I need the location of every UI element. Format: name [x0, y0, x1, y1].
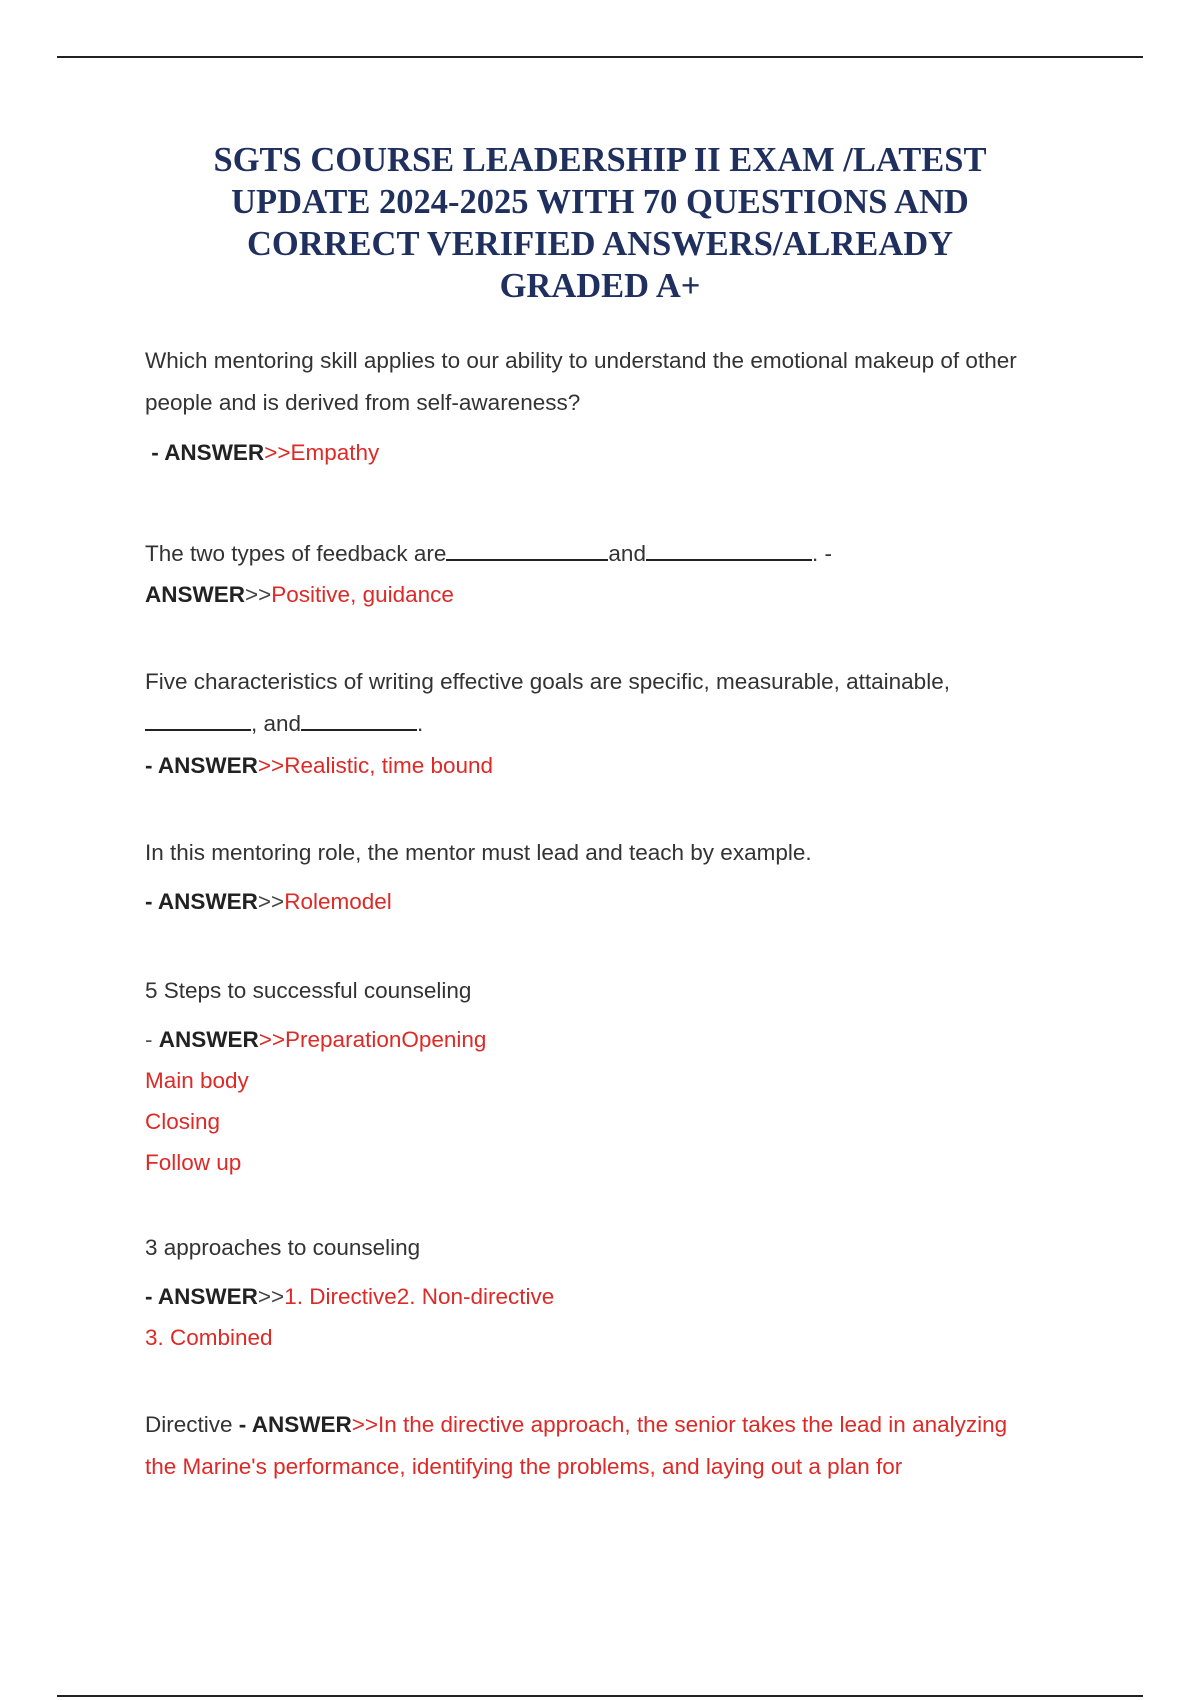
fill-in-blank [145, 711, 251, 731]
answer-line: the Marine's performance, identifying the problems, and laying out a plan for [145, 1454, 903, 1479]
title-line: SGTS COURSE LEADERSHIP II EXAM /LATEST [213, 141, 987, 179]
question-line: people and is derived from self-awareness? [145, 390, 581, 415]
answer [145, 574, 1095, 615]
question [145, 1227, 1095, 1269]
answer-text: Positive, guidance [271, 582, 454, 607]
answer [145, 1276, 1095, 1317]
qa-item [145, 533, 1095, 615]
answer-label: ANSWER [145, 582, 245, 607]
answer-line: Closing [145, 1109, 221, 1134]
answer-arrows: >> [258, 1027, 286, 1052]
answer-label: - ANSWER [145, 1027, 259, 1052]
answer-text: PreparationOpening [285, 1027, 487, 1052]
fill-in-blank [446, 541, 608, 561]
question [145, 533, 1095, 574]
document-title [150, 139, 1050, 307]
qa-item [145, 661, 1095, 786]
answer-text: Rolemodel [284, 889, 392, 914]
answer-text: 1. Directive2. Non-directive [284, 1284, 555, 1309]
question [145, 970, 1095, 1012]
qa-item [145, 1404, 1095, 1488]
fill-in-blank [301, 711, 417, 731]
question-line: In this mentoring role, the mentor must lead and teach by example. [145, 840, 812, 865]
title-line: CORRECT VERIFIED ANSWERS/ALREADY [246, 225, 954, 263]
answer-label: - ANSWER [151, 440, 265, 465]
top-rule [57, 56, 1143, 58]
answer-arrows: >> [257, 1284, 285, 1309]
answer [145, 432, 1095, 473]
question-line: 5 Steps to successful counseling [145, 978, 472, 1003]
question-text: Directive [145, 1412, 239, 1437]
answer-label: - ANSWER [145, 889, 258, 914]
answer-line [145, 1404, 1095, 1446]
answer [145, 881, 1095, 922]
answer [145, 1404, 1095, 1488]
answer-arrows: >> [264, 440, 291, 465]
answer-text: Empathy [290, 440, 380, 465]
question-text: and [608, 541, 646, 566]
question-line: , and . [145, 703, 1095, 745]
title-line: UPDATE 2024-2025 WITH 70 QUESTIONS AND [231, 183, 969, 221]
question-line: 3 approaches to counseling [145, 1235, 421, 1260]
question-line: Which mentoring skill applies to our ability to understand the emotional makeup of other [145, 348, 1017, 373]
answer-line: Follow up [145, 1150, 242, 1175]
answer-arrows: >> [245, 582, 272, 607]
question-text: . - [811, 541, 832, 566]
answer-arrows: >> [351, 1412, 378, 1437]
answer-line: Main body [145, 1068, 249, 1093]
title-line: GRADED A+ [499, 267, 701, 305]
question-text: The two types of feedback are [145, 541, 447, 566]
qa-list [145, 340, 1095, 1531]
answer-text: In the directive approach, the senior takes the lead in analyzing [377, 1412, 1008, 1437]
answer-label: - ANSWER [145, 1284, 258, 1309]
question [145, 340, 1095, 424]
question [145, 661, 1095, 745]
qa-item [145, 832, 1095, 922]
answer-line: 3. Combined [145, 1325, 273, 1350]
question-line: Five characteristics of writing effective goals are specific, measurable, attainable, [145, 669, 950, 694]
answer-text: Realistic, time bound [284, 753, 494, 778]
question [145, 832, 1095, 874]
answer-arrows: >> [257, 889, 285, 914]
answer-label: - ANSWER [145, 753, 258, 778]
answer [145, 745, 1095, 786]
answer [145, 1019, 1095, 1060]
answer-label: - ANSWER [238, 1412, 352, 1437]
answer-arrows: >> [257, 753, 285, 778]
qa-item [145, 1227, 1095, 1358]
bottom-rule [57, 1695, 1143, 1697]
qa-item [145, 970, 1095, 1183]
qa-item [145, 340, 1095, 473]
fill-in-blank [646, 541, 812, 561]
